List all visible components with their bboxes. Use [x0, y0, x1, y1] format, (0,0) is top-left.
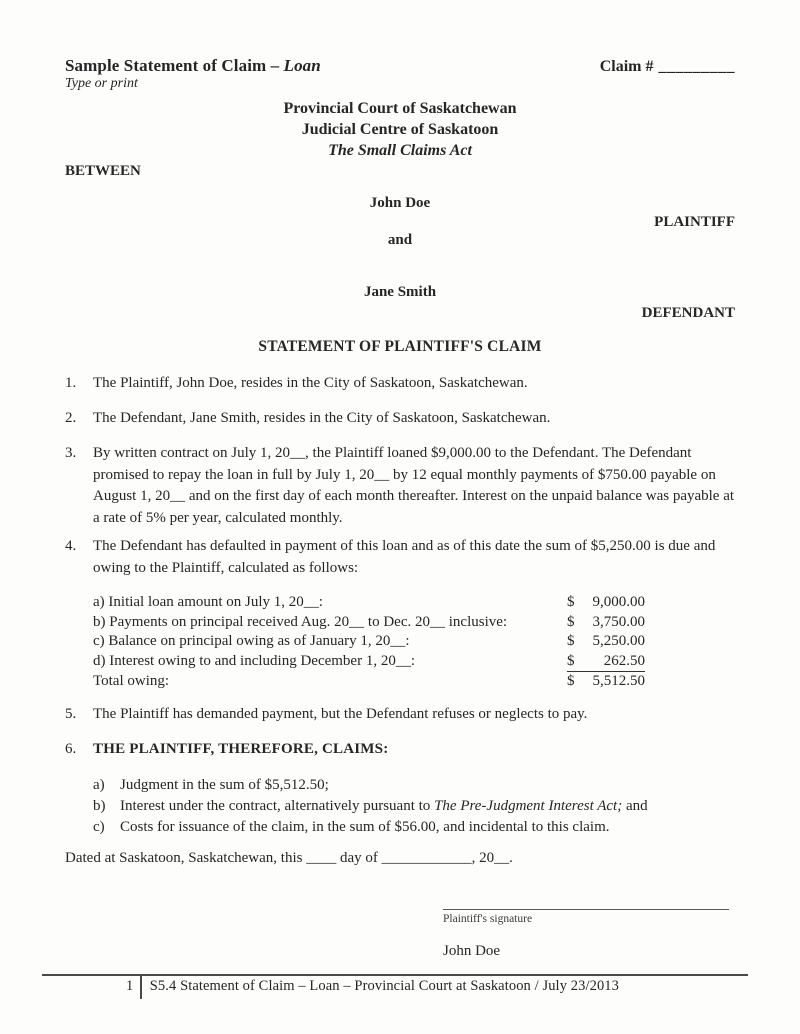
calculation-row-label: c) Balance on principal owing as of January 1, 20__:: [93, 633, 410, 649]
paragraph-5: [65, 704, 735, 726]
calculation-row-amount: [567, 652, 645, 673]
claims-item-text-post: and: [622, 797, 648, 814]
dated-at-line: Dated at Saskatoon, Saskatchewan, this ____ day of ____________, 20__.: [65, 849, 513, 866]
currency-sign: $: [567, 594, 575, 610]
amount-value: 5,512.50: [592, 673, 645, 689]
claims-item-text-pre: Interest under the contract, alternatively pursuant to: [120, 797, 435, 814]
calculation-row-label: Total owing:: [93, 673, 170, 689]
claims-item-b: [93, 796, 735, 817]
claim-number-field: [600, 58, 735, 76]
plaintiff-role-label: PLAINTIFF: [654, 214, 735, 230]
paragraph-3: [65, 443, 735, 529]
paragraph-text: The Plaintiff, John Doe, resides in the City of Saskatoon, Saskatchewan.: [93, 375, 528, 391]
paragraph-text: THE PLAINTIFF, THEREFORE, CLAIMS:: [93, 741, 389, 757]
claims-item-c: [93, 817, 735, 838]
document-title-prefix: Sample Statement of Claim –: [65, 56, 284, 75]
paragraph-text: By written contract on July 1, 20__, the Plaintiff loaned $9,000.00 to the Defendant. The Defendant promised to repay the loan in full by July 1, 20__ by 12 equal monthly payments of $750.00 payable on August 1, 20__ and on the first day of each month thereafter. Interest on the unpaid balance was payable at a rate of 5% per year, calculated monthly.: [93, 445, 735, 526]
signature-line: [443, 909, 729, 910]
paragraph-text: The Defendant, Jane Smith, resides in the City of Saskatoon, Saskatchewan.: [93, 409, 551, 426]
statement-of-claim-heading: STATEMENT OF PLAINTIFF'S CLAIM: [258, 338, 542, 355]
court-name: Provincial Court of Saskatchewan: [283, 100, 517, 117]
claims-sublist: [93, 775, 735, 838]
currency-sign: $: [567, 633, 575, 649]
calculation-row-c: [93, 632, 735, 652]
document-title: [65, 56, 321, 76]
currency-sign: $: [567, 613, 575, 630]
between-label: BETWEEN: [65, 163, 141, 179]
paragraph-text: The Defendant has defaulted in payment of this loan and as of this date the sum of $5,250.00 is due and owing to the Plaintiff, calculated as follows:: [93, 538, 716, 576]
claims-item-label: c): [93, 818, 105, 835]
amount-value: 3,750.00: [592, 613, 645, 630]
footer-text: S5.4 Statement of Claim – Loan – Provincial Court at Saskatoon / July 23/2013: [149, 978, 619, 994]
calculation-row-amount: [567, 632, 645, 652]
currency-sign: $: [567, 652, 575, 669]
loan-calculation-table: [93, 593, 735, 692]
paragraph-6: [65, 739, 735, 761]
paragraph-number: 4.: [65, 538, 77, 554]
document-header: [65, 56, 735, 76]
signature-caption: Plaintiff's signature: [443, 912, 533, 925]
paragraph-4: [65, 536, 735, 579]
amount-value: 5,250.00: [592, 633, 645, 649]
defendant-name: Jane Smith: [363, 284, 437, 300]
claim-number-label: Claim #: [599, 58, 654, 75]
calculation-row-label: a) Initial loan amount on July 1, 20__:: [93, 594, 323, 610]
calculation-row-amount: [567, 672, 645, 692]
court-heading-block: [65, 98, 735, 161]
amount-value: 262.50: [603, 652, 645, 669]
paragraph-number: 6.: [65, 741, 77, 757]
footer-divider: [140, 976, 142, 999]
act-title-italic: The Pre-Judgment Interest Act;: [434, 797, 623, 814]
paragraph-number: 3.: [65, 445, 77, 461]
claims-item-a: [93, 775, 735, 796]
paragraph-number: 2.: [65, 409, 77, 426]
calculation-row-amount: [567, 613, 645, 633]
document-title-emphasis: Loan: [283, 56, 321, 75]
defendant-role-label: DEFENDANT: [641, 305, 735, 321]
footer-page-number: 1: [126, 978, 134, 994]
paragraph-number: 5.: [65, 705, 77, 722]
calculation-row-a: [93, 593, 735, 613]
calculation-row-amount: [567, 593, 645, 613]
judicial-centre: Judicial Centre of Saskatoon: [301, 121, 499, 138]
claim-number-blank: _________: [658, 58, 735, 75]
currency-sign: $: [567, 673, 575, 689]
paragraph-2: [65, 408, 735, 430]
type-or-print-instruction: Type or print: [65, 76, 138, 91]
plaintiff-name: John Doe: [369, 195, 431, 211]
paragraph-number: 1.: [65, 375, 77, 391]
calculation-row-d: [93, 652, 735, 673]
amount-value: 9,000.00: [592, 594, 645, 610]
parties-conjunction: and: [387, 232, 413, 248]
paragraph-1: [65, 373, 735, 395]
footer-row: [42, 976, 748, 999]
calculation-row-label: d) Interest owing to and including December 1, 20__:: [93, 652, 416, 669]
calculation-row-b: [93, 613, 735, 633]
signatory-name: John Doe: [443, 942, 501, 959]
paragraph-text: The Plaintiff has demanded payment, but the Defendant refuses or neglects to pay.: [93, 705, 588, 722]
claims-item-label: b): [93, 797, 106, 814]
claims-item-text: Costs for issuance of the claim, in the sum of $56.00, and incidental to this claim.: [120, 818, 610, 835]
claims-item-label: a): [93, 776, 105, 793]
claims-item-text: [120, 796, 648, 817]
claims-item-text: Judgment in the sum of $5,512.50;: [120, 776, 329, 793]
signature-block: [443, 909, 729, 960]
calculation-row-label: b) Payments on principal received Aug. 20__ to Dec. 20__ inclusive:: [93, 613, 508, 630]
calculation-row-total: [93, 672, 735, 692]
page-footer: [42, 974, 748, 999]
act-name: The Small Claims Act: [328, 142, 472, 159]
